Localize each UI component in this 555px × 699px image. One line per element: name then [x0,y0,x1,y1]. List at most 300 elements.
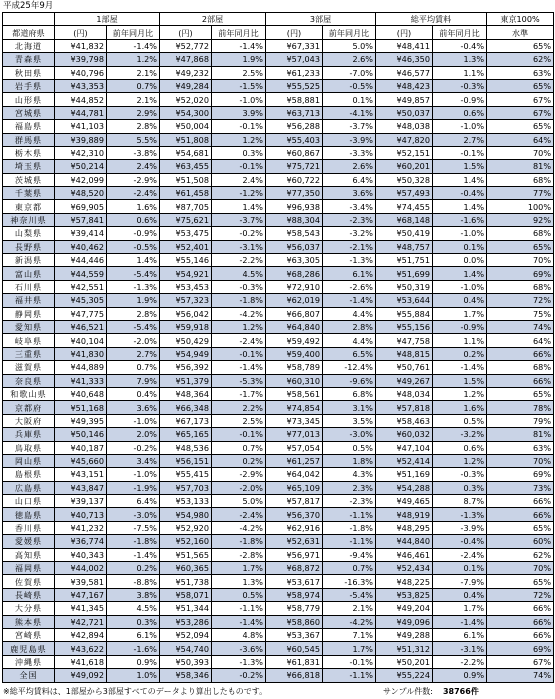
cell-lvl: 66% [487,347,554,360]
cell-r3: ¥60,545 [266,642,323,655]
cell-avgc: 1.3% [433,53,487,66]
cell-r1: ¥40,713 [55,508,107,521]
cell-r3: ¥57,817 [266,495,323,508]
cell-r1c: 0.3% [107,615,160,628]
header-yen: (円) [55,26,107,39]
cell-avg: ¥48,423 [376,79,433,92]
cell-avgc: 0.4% [433,294,487,307]
cell-r3: ¥55,403 [266,133,323,146]
cell-r1: ¥46,521 [55,320,107,333]
cell-r3c: -9.6% [323,374,376,387]
cell-r2c: -3.6% [212,642,266,655]
cell-avg: ¥52,414 [376,454,433,467]
header-pref: 都道府県 [3,26,55,39]
table-row [3,414,554,427]
cell-avg: ¥60,201 [376,160,433,173]
cell-avg: ¥58,463 [376,414,433,427]
cell-r2c: -1.4% [212,39,266,52]
cell-r1c: 2.1% [107,93,160,106]
cell-pref: 福岡県 [3,562,55,575]
cell-r3c: -4.1% [323,106,376,119]
table-row [3,361,554,374]
cell-r3: ¥88,304 [266,213,323,226]
cell-avgc: -1.0% [433,280,487,293]
cell-r1c: 4.5% [107,602,160,615]
cell-avg: ¥50,761 [376,361,433,374]
cell-r1c: 1.6% [107,200,160,213]
cell-r1c: 2.1% [107,66,160,79]
cell-r1: ¥44,559 [55,267,107,280]
cell-r1: ¥36,774 [55,535,107,548]
cell-avg: ¥57,818 [376,401,433,414]
cell-r3: ¥56,037 [266,240,323,253]
cell-r1: ¥50,146 [55,428,107,441]
cell-avg: ¥48,225 [376,575,433,588]
cell-lvl: 65% [487,240,554,253]
cell-r1c: 6.4% [107,495,160,508]
cell-r1c: -3.8% [107,146,160,159]
table-row [3,535,554,548]
cell-avgc: -1.3% [433,508,487,521]
cell-r3: ¥61,257 [266,454,323,467]
cell-pref: 山形県 [3,93,55,106]
cell-pref: 岐阜県 [3,334,55,347]
cell-pref: 奈良県 [3,374,55,387]
cell-r1c: -1.0% [107,468,160,481]
cell-r2: ¥54,740 [160,642,212,655]
cell-lvl: 62% [487,548,554,561]
cell-lvl: 68% [487,227,554,240]
date-label: 平成25年9月 [3,1,54,11]
cell-r1: ¥43,151 [55,468,107,481]
cell-r3: ¥57,043 [266,53,323,66]
cell-lvl: 69% [487,267,554,280]
cell-r2: ¥56,151 [160,454,212,467]
cell-r3c: 0.5% [323,441,376,454]
cell-r2c: -2.4% [212,508,266,521]
cell-r2c: -2.0% [212,481,266,494]
cell-r1: ¥41,345 [55,602,107,615]
cell-r3c: 7.1% [323,628,376,641]
cell-r3c: -0.1% [323,655,376,668]
cell-r2: ¥58,071 [160,588,212,601]
cell-pref: 愛知県 [3,320,55,333]
cell-pref: 広島県 [3,481,55,494]
cell-r2c: -1.8% [212,535,266,548]
table-row [3,133,554,146]
cell-r3: ¥64,042 [266,468,323,481]
cell-r3c: 2.6% [323,160,376,173]
cell-r3c: -1.3% [323,254,376,267]
table-row [3,39,554,52]
cell-r1: ¥40,462 [55,240,107,253]
cell-avgc: -1.0% [433,227,487,240]
cell-r3c: 0.1% [323,93,376,106]
cell-r2c: 5.0% [212,495,266,508]
cell-r3c: 5.0% [323,39,376,52]
cell-r3: ¥65,109 [266,481,323,494]
cell-r3: ¥53,617 [266,575,323,588]
cell-pref: 大分県 [3,602,55,615]
cell-r3c: -5.4% [323,588,376,601]
cell-avgc: 0.2% [433,347,487,360]
cell-pref: 山口県 [3,495,55,508]
cell-avg: ¥49,096 [376,615,433,628]
cell-r1c: -7.5% [107,521,160,534]
cell-lvl: 73% [487,481,554,494]
cell-r2c: -2.9% [212,468,266,481]
cell-r3: ¥60,310 [266,374,323,387]
header-1room: 1部屋 [55,13,160,26]
cell-r3: ¥52,631 [266,535,323,548]
cell-r1: ¥43,622 [55,642,107,655]
cell-avgc: 8.7% [433,495,487,508]
cell-r1: ¥40,104 [55,334,107,347]
cell-lvl: 65% [487,387,554,400]
cell-avg: ¥53,644 [376,294,433,307]
cell-r2c: 3.9% [212,106,266,119]
cell-pref: 岡山県 [3,454,55,467]
table-row [3,187,554,200]
cell-pref: 群馬県 [3,133,55,146]
cell-avg: ¥50,201 [376,655,433,668]
cell-pref: 長野県 [3,240,55,253]
cell-r1c: 3.6% [107,401,160,414]
cell-avg: ¥48,815 [376,347,433,360]
cell-r3: ¥58,543 [266,227,323,240]
table-row [3,669,554,682]
cell-r2: ¥57,323 [160,294,212,307]
cell-r3: ¥58,974 [266,588,323,601]
cell-r1c: -2.9% [107,173,160,186]
table-row [3,575,554,588]
cell-avg: ¥50,419 [376,227,433,240]
cell-r1: ¥39,581 [55,575,107,588]
cell-r3: ¥77,013 [266,428,323,441]
cell-r3: ¥58,789 [266,361,323,374]
cell-r2: ¥57,703 [160,481,212,494]
cell-r3: ¥58,860 [266,615,323,628]
cell-r1: ¥40,187 [55,441,107,454]
cell-r3: ¥72,910 [266,280,323,293]
cell-avgc: -0.3% [433,468,487,481]
cell-r1c: 0.2% [107,562,160,575]
table-row [3,93,554,106]
cell-r3: ¥73,345 [266,414,323,427]
cell-avgc: 1.5% [433,160,487,173]
cell-avg: ¥49,465 [376,495,433,508]
cell-r2: ¥54,921 [160,267,212,280]
cell-r3c: 3.6% [323,187,376,200]
cell-lvl: 75% [487,307,554,320]
cell-r3: ¥66,807 [266,307,323,320]
cell-r3c: -12.4% [323,361,376,374]
cell-avg: ¥52,151 [376,146,433,159]
cell-r2c: -0.2% [212,227,266,240]
cell-pref: 三重県 [3,347,55,360]
cell-r3c: 6.1% [323,267,376,280]
cell-r1: ¥47,775 [55,307,107,320]
cell-r3: ¥53,367 [266,628,323,641]
cell-lvl: 81% [487,160,554,173]
cell-r3c: -1.1% [323,508,376,521]
cell-pref: 佐賀県 [3,575,55,588]
cell-avg: ¥50,328 [376,173,433,186]
cell-lvl: 70% [487,254,554,267]
cell-r3c: -1.1% [323,669,376,682]
cell-pref: 徳島県 [3,508,55,521]
cell-r2c: -1.8% [212,294,266,307]
cell-r1c: -2.0% [107,334,160,347]
cell-pref: 大阪府 [3,414,55,427]
cell-r1c: 1.9% [107,294,160,307]
cell-avgc: 1.4% [433,173,487,186]
cell-r1: ¥42,551 [55,280,107,293]
cell-avg: ¥50,319 [376,280,433,293]
cell-r2c: -4.2% [212,521,266,534]
cell-r2c: -0.1% [212,347,266,360]
header-yen: (円) [266,26,323,39]
cell-r1: ¥50,214 [55,160,107,173]
cell-r1c: -5.4% [107,267,160,280]
cell-avg: ¥55,224 [376,669,433,682]
cell-r3: ¥60,722 [266,173,323,186]
cell-avg: ¥55,156 [376,320,433,333]
cell-lvl: 67% [487,106,554,119]
cell-r3c: -3.9% [323,133,376,146]
cell-r1: ¥45,305 [55,294,107,307]
cell-avgc: 0.4% [433,588,487,601]
cell-r2: ¥54,949 [160,347,212,360]
table-row [3,307,554,320]
table-row [3,481,554,494]
cell-r1: ¥44,002 [55,562,107,575]
cell-avg: ¥68,148 [376,213,433,226]
cell-r1c: 0.7% [107,79,160,92]
cell-r1c: 2.8% [107,120,160,133]
cell-r3c: 2.8% [323,320,376,333]
cell-r1c: 2.9% [107,106,160,119]
header-yoy: 前年同月比 [433,26,487,39]
cell-r2: ¥52,401 [160,240,212,253]
table-row [3,374,554,387]
cell-r1c: 7.9% [107,374,160,387]
table-row [3,347,554,360]
cell-lvl: 74% [487,320,554,333]
table-row [3,280,554,293]
cell-lvl: 64% [487,133,554,146]
footnote: ※総平均賃料は、1部屋から3部屋すべてのデータより算出したものです。 [3,687,268,696]
cell-avgc: 0.6% [433,441,487,454]
cell-r3c: -16.3% [323,575,376,588]
cell-r3c: 4.4% [323,307,376,320]
cell-r2c: 2.5% [212,414,266,427]
cell-pref: 東京都 [3,200,55,213]
cell-pref: 長崎県 [3,588,55,601]
cell-r2c: 1.3% [212,575,266,588]
cell-avg: ¥54,288 [376,481,433,494]
cell-r1c: -0.2% [107,441,160,454]
cell-pref: 全国 [3,669,55,682]
cell-r2c: 0.3% [212,146,266,159]
cell-avgc: 0.3% [433,481,487,494]
cell-r2c: -1.7% [212,387,266,400]
cell-r1: ¥48,520 [55,187,107,200]
header-yoy: 前年同月比 [323,26,376,39]
cell-r3: ¥58,561 [266,387,323,400]
cell-pref: 高知県 [3,548,55,561]
cell-r3: ¥63,305 [266,254,323,267]
cell-avgc: -0.4% [433,535,487,548]
table-row [3,146,554,159]
cell-r1c: 2.7% [107,347,160,360]
cell-r3c: -2.6% [323,280,376,293]
cell-lvl: 100% [487,200,554,213]
cell-lvl: 67% [487,93,554,106]
cell-r1: ¥44,852 [55,93,107,106]
cell-r2c: -2.8% [212,548,266,561]
cell-r1: ¥39,889 [55,133,107,146]
cell-r1: ¥40,648 [55,387,107,400]
table-row [3,508,554,521]
cell-r3: ¥63,713 [266,106,323,119]
cell-lvl: 60% [487,535,554,548]
cell-lvl: 66% [487,508,554,521]
cell-r3c: -7.0% [323,66,376,79]
table-row [3,454,554,467]
cell-avg: ¥49,857 [376,93,433,106]
cell-r2c: -0.1% [212,120,266,133]
cell-r2c: 0.7% [212,441,266,454]
cell-r3c: -3.0% [323,428,376,441]
cell-r2c: 2.4% [212,173,266,186]
table-row [3,213,554,226]
cell-lvl: 72% [487,588,554,601]
cell-avg: ¥48,919 [376,508,433,521]
cell-r2: ¥55,146 [160,254,212,267]
cell-lvl: 68% [487,173,554,186]
cell-r2c: 2.2% [212,401,266,414]
table-row [3,66,554,79]
table-row [3,334,554,347]
cell-r1: ¥41,103 [55,120,107,133]
cell-avg: ¥46,350 [376,53,433,66]
cell-r3: ¥74,854 [266,401,323,414]
header-yen: (円) [160,26,212,39]
cell-avgc: 1.1% [433,66,487,79]
cell-r2: ¥52,772 [160,39,212,52]
cell-r1c: 2.0% [107,428,160,441]
cell-pref: 千葉県 [3,187,55,200]
cell-r3: ¥55,525 [266,79,323,92]
cell-pref: 沖縄県 [3,655,55,668]
cell-r3c: -3.7% [323,120,376,133]
cell-r3: ¥58,779 [266,602,323,615]
cell-r1c: 0.9% [107,655,160,668]
cell-avgc: -0.4% [433,39,487,52]
cell-r2c: 1.9% [212,53,266,66]
cell-avg: ¥49,267 [376,374,433,387]
cell-r2: ¥50,429 [160,334,212,347]
cell-pref: 栃木県 [3,146,55,159]
cell-r2c: 1.7% [212,562,266,575]
cell-lvl: 68% [487,280,554,293]
cell-lvl: 67% [487,655,554,668]
cell-r2c: -1.0% [212,93,266,106]
table-row [3,562,554,575]
header-yoy: 前年同月比 [107,26,160,39]
cell-r2c: -5.3% [212,374,266,387]
cell-avgc: 1.4% [433,267,487,280]
cell-pref: 福島県 [3,120,55,133]
cell-lvl: 70% [487,562,554,575]
cell-r3c: -9.4% [323,548,376,561]
cell-avgc: 0.5% [433,414,487,427]
table-row [3,120,554,133]
cell-r2: ¥52,020 [160,93,212,106]
cell-avgc: 0.0% [433,254,487,267]
cell-avgc: -1.4% [433,615,487,628]
cell-r1: ¥40,796 [55,66,107,79]
cell-r2: ¥66,348 [160,401,212,414]
cell-avg: ¥53,825 [376,588,433,601]
cell-avgc: -1.6% [433,213,487,226]
cell-r3: ¥56,288 [266,120,323,133]
cell-avgc: 1.5% [433,374,487,387]
cell-r2c: -3.1% [212,240,266,253]
cell-lvl: 66% [487,374,554,387]
cell-r1: ¥39,414 [55,227,107,240]
cell-r3: ¥61,831 [266,655,323,668]
cell-r2: ¥53,133 [160,495,212,508]
cell-r3c: -1.4% [323,294,376,307]
cell-r3c: 6.5% [323,347,376,360]
table-row [3,173,554,186]
cell-r3c: -2.3% [323,495,376,508]
cell-avg: ¥48,034 [376,387,433,400]
table-row [3,227,554,240]
table-row [3,240,554,253]
cell-pref: 熊本県 [3,615,55,628]
header-sub-row [3,26,554,39]
cell-r2: ¥50,393 [160,655,212,668]
cell-avg: ¥47,758 [376,334,433,347]
cell-r1: ¥44,889 [55,361,107,374]
cell-r3c: -4.2% [323,615,376,628]
cell-avgc: -1.4% [433,361,487,374]
cell-pref: 北海道 [3,39,55,52]
header-tokyo-level: 東京100% [487,13,554,26]
cell-avgc: 0.6% [433,106,487,119]
cell-r1: ¥69,905 [55,200,107,213]
cell-r3: ¥64,840 [266,320,323,333]
cell-avgc: -3.2% [433,428,487,441]
cell-lvl: 81% [487,428,554,441]
cell-lvl: 62% [487,53,554,66]
cell-r1: ¥41,830 [55,347,107,360]
table-row [3,655,554,668]
cell-r1c: 2.8% [107,307,160,320]
header-average: 総平均賃料 [376,13,487,26]
table-row [3,200,554,213]
cell-pref: 宮城県 [3,106,55,119]
cell-r3: ¥57,054 [266,441,323,454]
cell-r2c: -0.2% [212,669,266,682]
cell-r2: ¥51,379 [160,374,212,387]
cell-r3c: 3.5% [323,414,376,427]
cell-r1: ¥40,343 [55,548,107,561]
cell-avg: ¥49,288 [376,628,433,641]
